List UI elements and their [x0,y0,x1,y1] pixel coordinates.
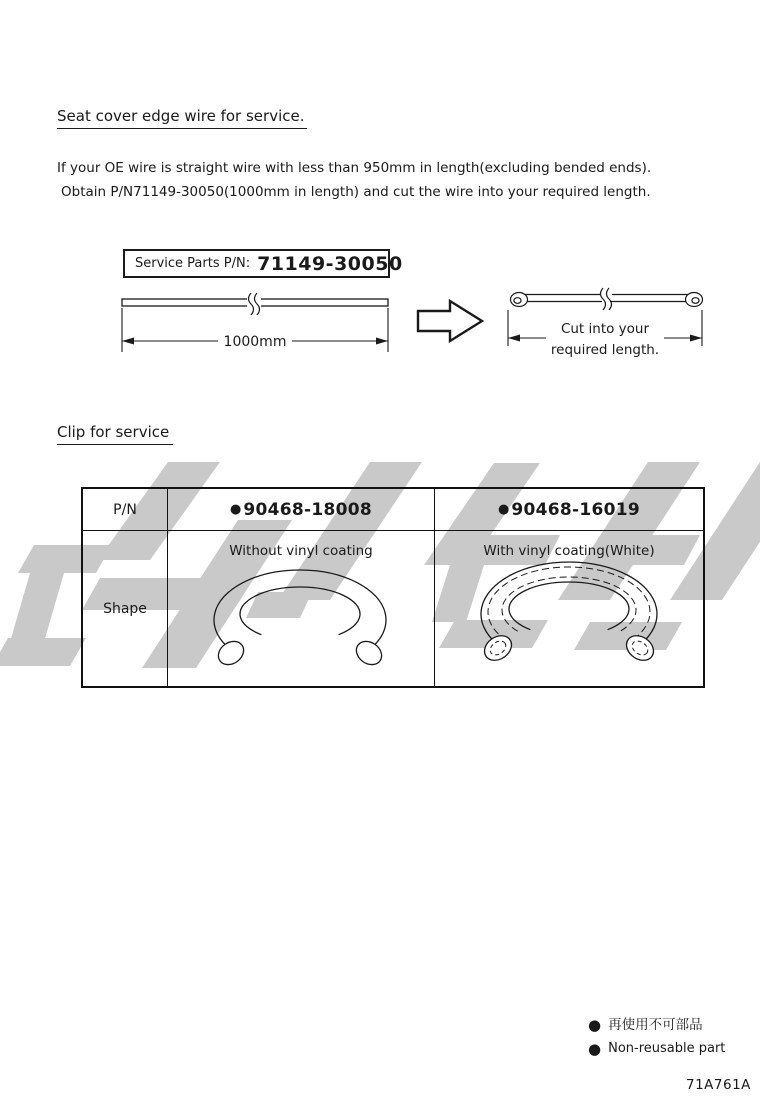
clip-table [81,487,705,688]
non-reusable-bullet-icon: ● [498,502,510,517]
straight-wire-drawing [122,293,388,315]
non-reusable-legend [588,1013,725,1061]
intro-paragraph [57,156,651,204]
length-label: 1000mm [223,334,287,350]
page-title: Seat cover edge wire for service. [57,107,307,129]
non-reusable-bullet-icon: ● [588,1039,602,1058]
wire-diagram [100,280,720,370]
table-cell-pn-right [434,489,703,530]
coating-label-left: Without vinyl coating [229,543,373,559]
cut-wire-drawing [511,288,703,310]
clip-drawing-uncoated [168,531,435,689]
non-reusable-bullet-icon: ● [230,502,242,517]
part-number-right: 90468-16019 [511,499,640,520]
cut-note-line-2: required length. [550,342,660,358]
table-cell-shape-left [167,530,434,686]
service-parts-number: 71149-30050 [257,252,403,275]
intro-line-1: If your OE wire is straight wire with less than 950mm in length(excluding bended ends). [57,160,652,176]
table-row-header-pn: P/N [113,501,137,518]
cut-note-line-1: Cut into your [560,321,650,337]
intro-line-2: Obtain P/N71149-30050(1000mm in length) and cut the wire into your required length. [61,184,651,200]
service-parts-label: Service Parts P/N: [135,256,251,271]
service-parts-box [123,249,403,278]
legend-row-japanese [588,1013,725,1037]
legend-text-japanese: 再使用不可部品 [608,1017,703,1033]
table-row-header-shape: Shape [83,530,167,686]
table-cell-shape-right [434,530,703,686]
clip-drawing-coated [435,531,706,689]
non-reusable-bullet-icon: ● [588,1015,602,1034]
document-code: 71A761A [686,1077,751,1093]
legend-row-english [588,1037,725,1061]
coating-label-right: With vinyl coating(White) [483,543,655,559]
table-cell-pn-left [167,489,434,530]
legend-text-english: Non-reusable part [608,1041,726,1056]
clip-section-heading: Clip for service [57,423,173,445]
right-arrow-icon [418,301,482,341]
part-number-left: 90468-18008 [243,499,372,520]
